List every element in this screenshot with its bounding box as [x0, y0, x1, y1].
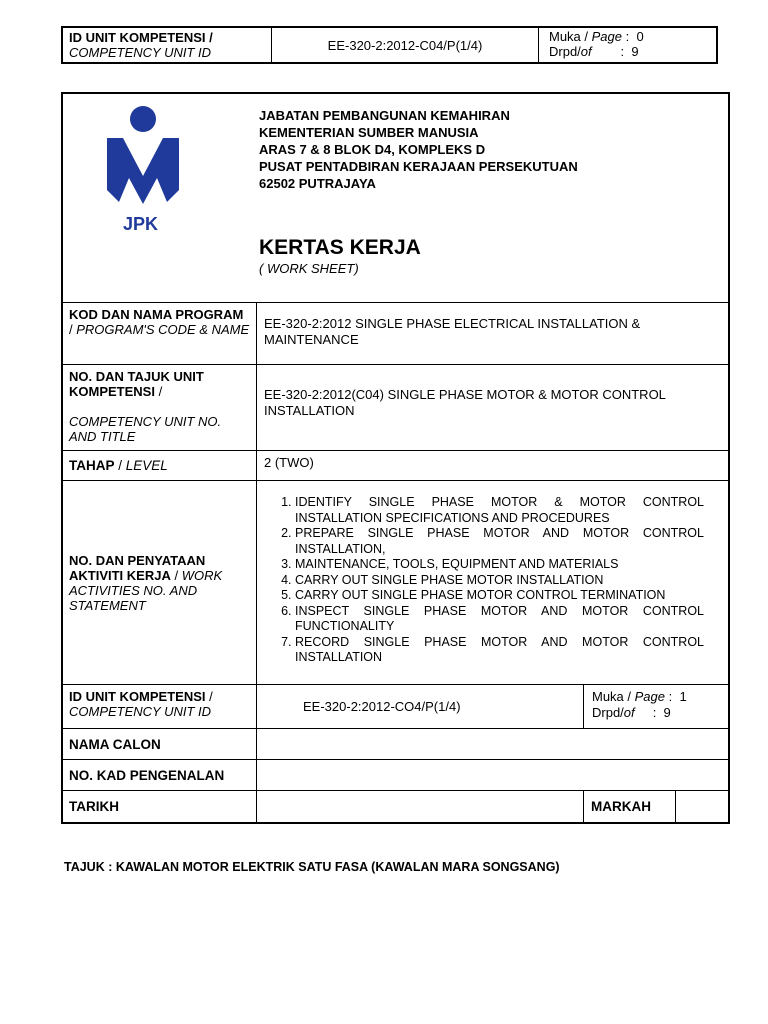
header-page-number: 0: [636, 29, 644, 44]
page-info: Muka / Page : 1 Drpd/of : 9: [584, 685, 730, 729]
list-item: 6. INSPECT SINGLE PHASE MOTOR AND MOTOR CONTROL FUNCTIONALITY: [295, 604, 728, 635]
unit-title-value: EE-320-2:2012(C04) SINGLE PHASE MOTOR & MOTOR CONTROL INSTALLATION: [257, 365, 730, 451]
doc-subtitle: ( WORK SHEET): [259, 261, 359, 276]
tajuk-title: TAJUK : KAWALAN MOTOR ELEKTRIK SATU FASA (KAWALAN MARA SONGSANG): [64, 860, 560, 874]
header-unit-id-label-italic: COMPETENCY UNIT ID: [69, 45, 212, 60]
header-page-info: Muka / Page : 0 Drpd/of : 9: [539, 27, 718, 63]
header-unit-id-label: [62, 27, 272, 63]
org-address: JABATAN PEMBANGUNAN KEMAHIRAN KEMENTERIAN SUMBER MANUSIA ARAS 7 & 8 BLOK D4, KOMPLEKS D PUSAT PENTADBIRAN KERAJAAN PERSEKUTUAN 62502 PUTRAJAYA: [259, 108, 578, 191]
page-number: 1: [679, 689, 687, 704]
unit-id-label: ID UNIT KOMPETENSI / COMPETENCY UNIT ID: [62, 685, 257, 729]
list-item: 3. MAINTENANCE, TOOLS, EQUIPMENT AND MATERIALS: [295, 557, 728, 573]
header-unit-id-label-bold: ID UNIT KOMPETENSI /: [69, 30, 213, 45]
markah-cell: [584, 791, 730, 824]
doc-title: KERTAS KERJA: [259, 236, 421, 259]
markah-label: MARKAH: [584, 791, 676, 822]
level-value: 2 (TWO): [257, 451, 730, 481]
jpk-logo-text: JPK: [123, 214, 159, 234]
unit-id-value: EE-320-2:2012-CO4/P(1/4): [257, 685, 584, 729]
kad-pengenalan-field[interactable]: [257, 760, 730, 791]
unit-title-label: NO. DAN TAJUK UNIT KOMPETENSI / COMPETENCY UNIT NO. AND TITLE: [62, 365, 257, 451]
jpk-logo-icon: [107, 106, 183, 210]
list-item: 4. CARRY OUT SINGLE PHASE MOTOR INSTALLATION: [295, 573, 728, 589]
activities-list-cell: [257, 481, 730, 685]
list-item: 1. IDENTIFY SINGLE PHASE MOTOR & MOTOR CONTROL INSTALLATION SPECIFICATIONS AND PROCEDURES: [295, 495, 728, 526]
total-pages: 9: [663, 705, 671, 720]
list-item: 7. RECORD SINGLE PHASE MOTOR AND MOTOR CONTROL INSTALLATION: [295, 635, 728, 666]
worksheet-table: [61, 92, 730, 824]
markah-field[interactable]: [676, 791, 729, 822]
header-total-pages: 9: [631, 44, 639, 59]
tarikh-label: TARIKH: [62, 791, 257, 824]
activities-label: NO. DAN PENYATAAN AKTIVITI KERJA / WORK ACTIVITIES NO. AND STATEMENT: [62, 481, 257, 685]
list-item: 5. CARRY OUT SINGLE PHASE MOTOR CONTROL TERMINATION: [295, 588, 728, 604]
nama-calon-label: NAMA CALON: [62, 729, 257, 760]
header-table: [61, 26, 718, 64]
activities-list: [257, 495, 728, 666]
program-value: EE-320-2:2012 SINGLE PHASE ELECTRICAL INSTALLATION & MAINTENANCE: [257, 303, 730, 365]
level-label: TAHAP / LEVEL: [62, 451, 257, 481]
list-item: 2. PREPARE SINGLE PHASE MOTOR AND MOTOR CONTROL INSTALLATION,: [295, 526, 728, 557]
tarikh-field[interactable]: [257, 791, 584, 824]
org-header-cell: [62, 93, 729, 303]
header-unit-code: EE-320-2:2012-C04/P(1/4): [272, 27, 539, 63]
nama-calon-field[interactable]: [257, 729, 730, 760]
kad-pengenalan-label: NO. KAD PENGENALAN: [62, 760, 257, 791]
program-label: KOD DAN NAMA PROGRAM / PROGRAM'S CODE & NAME: [62, 303, 257, 365]
